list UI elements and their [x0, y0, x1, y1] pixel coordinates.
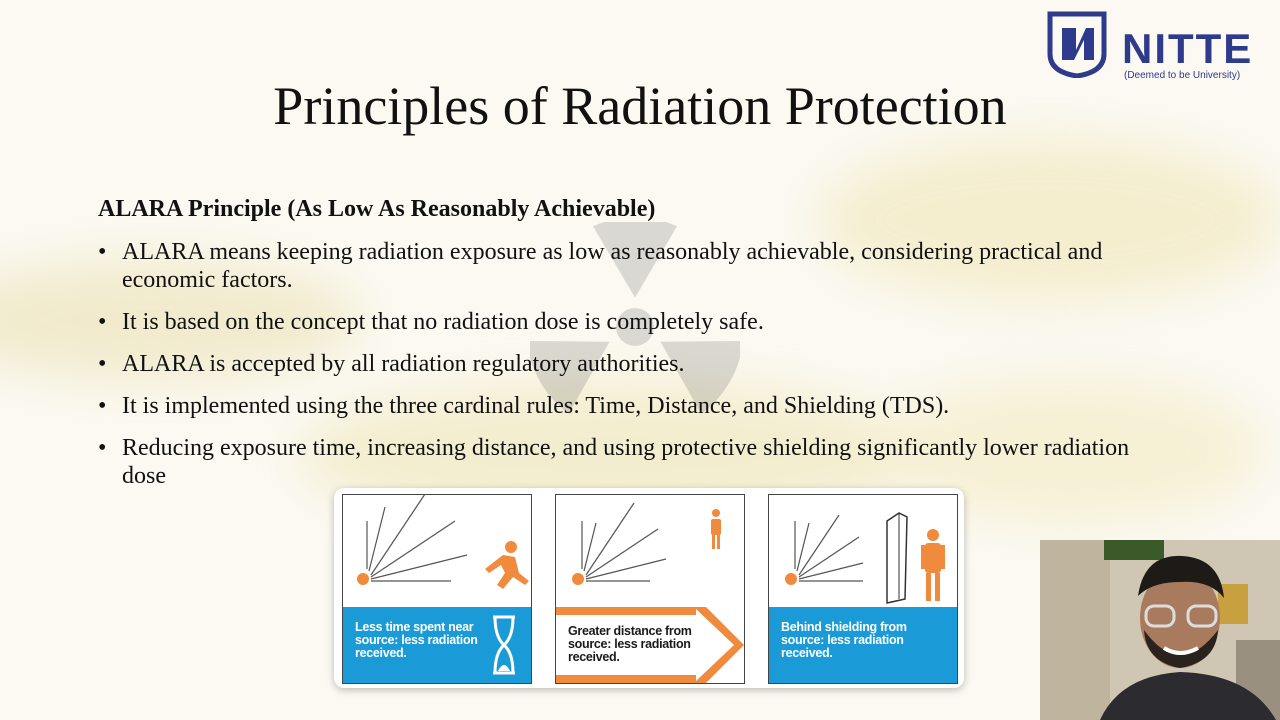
bullet-item [98, 308, 1178, 336]
bullet-marker: • [98, 351, 107, 377]
shielding-caption: Behind shielding from source: less radiation received. [781, 620, 907, 660]
running-person-icon [485, 541, 529, 589]
radiation-waves-icon [343, 495, 531, 607]
tds-figure [334, 488, 964, 688]
presenter-video [1040, 540, 1280, 720]
bullet-list [98, 238, 1178, 504]
hourglass-icon [489, 615, 519, 675]
logo-emblem-icon [1046, 10, 1108, 78]
distance-panel [555, 494, 745, 684]
distance-caption: Greater distance from source: less radiation received. [568, 624, 692, 664]
bullet-text: ALARA is accepted by all radiation regulatory authorities. [122, 351, 685, 377]
time-caption: Less time spent near source: less radiation received. [355, 620, 478, 660]
bullet-item [98, 238, 1178, 294]
bullet-item [98, 434, 1178, 490]
bullet-item [98, 392, 1178, 420]
logo-subtitle: (Deemed to be University) [1124, 70, 1241, 81]
bullet-text: Reducing exposure time, increasing distance, and using protective shielding significantly lower radiation dose [122, 435, 1130, 489]
bullet-marker: • [98, 239, 107, 265]
slide-title: Principles of Radiation Protection [273, 76, 1007, 136]
bullet-marker: • [98, 393, 107, 419]
presenter-video-icon [1040, 540, 1280, 720]
shield-wall-icon [887, 513, 907, 603]
nitte-logo [1046, 10, 1266, 84]
radiation-waves-icon [769, 495, 957, 607]
bullet-marker: • [98, 309, 107, 335]
bullet-item [98, 350, 1178, 378]
bullet-text: It is implemented using the three cardinal rules: Time, Distance, and Shielding (TDS). [122, 393, 950, 419]
radiation-waves-icon [556, 495, 744, 607]
logo-name: NITTE [1122, 25, 1254, 72]
time-panel [342, 494, 532, 684]
bullet-marker: • [98, 435, 107, 461]
shielding-panel [768, 494, 958, 684]
person-icon [921, 529, 945, 601]
caption-box [769, 607, 957, 683]
caption-box [343, 607, 531, 683]
bullet-text: ALARA means keeping radiation exposure as low as reasonably achievable, considering practical and economic factors. [122, 239, 1103, 293]
section-heading: ALARA Principle (As Low As Reasonably Achievable) [98, 196, 656, 222]
bullet-text: It is based on the concept that no radiation dose is completely safe. [122, 309, 764, 335]
person-icon [711, 509, 721, 549]
